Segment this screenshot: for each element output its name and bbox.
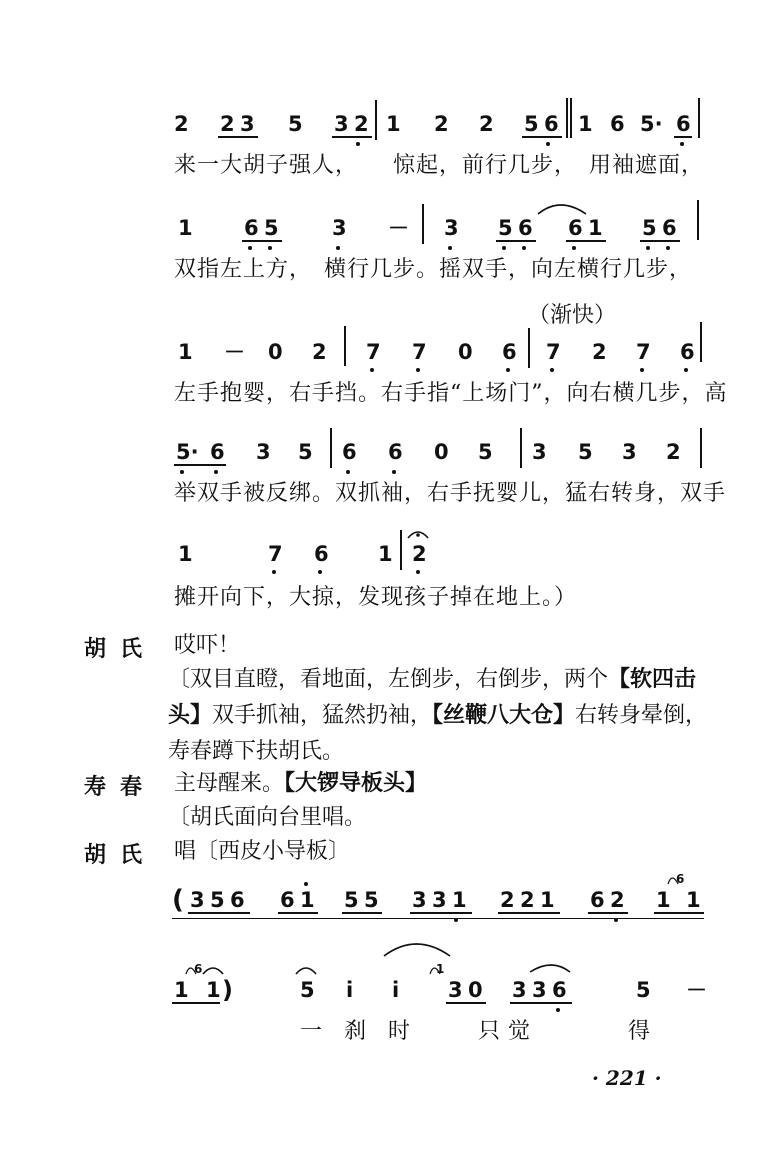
note: 2 [666,440,681,464]
note: 1 [178,216,193,240]
stage-direction: 寿春蹲下扶胡氏。 [168,739,345,764]
beam [332,136,372,138]
note: 6 [518,216,533,240]
low-dot [214,470,218,474]
bar-line [422,204,424,244]
note: 7 [636,340,651,364]
note: 2 [434,112,449,136]
low-dot [614,918,618,922]
note: 6 [610,112,625,136]
note: 2 [174,112,189,136]
beam [410,912,472,914]
low-dot [572,246,576,250]
beam [188,912,250,914]
low-dot [336,246,340,250]
beam [654,912,704,914]
note: 5 [578,440,593,464]
note: 2 [500,888,515,912]
low-dot [180,470,184,474]
note: 3 [444,216,459,240]
beam [218,136,258,138]
beam [446,1002,486,1004]
bracket-line [172,918,704,919]
lyric-line-2: 双指左上方， 横行几步。摇双手，向左横行几步， [174,257,693,282]
note: 1 [206,978,221,1002]
low-dot [666,246,670,250]
low-dot [416,368,420,372]
beam [640,240,680,242]
note: 0 [458,340,473,364]
beam [172,1002,220,1004]
fermata-dot [416,533,420,537]
note: 5 [642,216,657,240]
note: 6 [662,216,677,240]
paren: ) [222,976,233,1004]
lyric-char: 一 [300,1019,323,1044]
low-dot [346,470,350,474]
bar-line [570,98,572,138]
low-dot [454,918,458,922]
note: 5 [300,978,315,1002]
low-dot [448,246,452,250]
note: 5 [264,216,279,240]
note: 2 [520,888,535,912]
note: 6 [314,542,329,566]
tempo-mark: （渐快） [528,303,617,328]
note: 7 [546,340,561,364]
beam [496,240,536,242]
percussion-cue: 【大锣导板头】 [284,771,428,796]
low-dot [640,368,644,372]
low-dot [272,570,276,574]
note: 3 [512,978,527,1002]
note: 7 [412,340,427,364]
note: 0 [434,440,449,464]
low-dot [392,470,396,474]
note: 0 [468,978,483,1002]
note: 1 [378,542,393,566]
note: 5 [524,112,539,136]
lyric-line-1: 来一大胡子强人， 惊起，前行几步， 用袖遮面， [174,153,705,178]
note: 5 [498,216,513,240]
grace-note: 1 [436,962,445,976]
bar-line [344,326,346,366]
note: 3 [334,112,349,136]
page-number: · 221 · [592,1066,662,1090]
note: 3 [532,978,547,1002]
note: 5 [298,440,313,464]
fermata [408,532,428,538]
note: 6 [552,978,567,1002]
note: 1 [386,112,401,136]
note: 7 [366,340,381,364]
lyric-line-5: 摊开向下，大掠，发现孩子掉在地上。） [174,585,578,610]
bar-line [698,98,700,138]
bar-line [330,428,332,468]
fermata [296,968,316,974]
note: 3 [622,440,637,464]
beam [522,136,562,138]
paren: ( [172,885,184,915]
low-dot [684,368,688,372]
note: 5 [636,978,651,1002]
beam [242,240,282,242]
note: 3 [256,440,271,464]
low-dot [268,246,272,250]
stage-direction [168,702,707,730]
note: 5 [344,888,359,912]
note: 3 [190,888,205,912]
note: 3 [532,440,547,464]
note: 2 [312,340,327,364]
lyric-char: 觉 [508,1019,531,1044]
bar-line [375,100,377,140]
percussion-cue: 【丝鞭八大仓】 [432,703,576,728]
note: 6 [230,888,245,912]
note: 5 [210,888,225,912]
note: 6 [590,888,605,912]
lyric-line-4: 举双手被反绑。双抓袖，右手抚婴儿，猛右转身，双手 [174,481,727,506]
percussion-cue: 头】 [168,703,213,728]
note: 5· [176,440,199,464]
note: 1 [686,888,701,912]
note: 2 [610,888,625,912]
bar-line [697,200,699,240]
note: 6 [568,216,583,240]
note: 3 [240,112,255,136]
note: 6 [244,216,259,240]
slur [530,965,570,972]
percussion-cue: 【软四击 [608,667,697,692]
note: 3 [448,978,463,1002]
low-dot [646,246,650,250]
note: 1 [540,888,555,912]
note: 2 [412,542,427,566]
note: i [346,978,354,1002]
note: 1 [178,340,193,364]
low-dot [416,570,420,574]
bar-line [566,98,568,138]
note: 1 [588,216,603,240]
fermata [203,968,223,974]
note: － [388,216,409,240]
speaker-name: 寿春 [84,775,157,800]
note: 3 [412,888,427,912]
bar-line [700,428,702,468]
note: 6 [676,112,691,136]
note: 1 [300,888,315,912]
note: 1 [452,888,467,912]
dialogue-text [174,770,427,798]
high-dot [304,882,308,886]
low-dot [356,142,360,146]
note: 2 [479,112,494,136]
bar-line [528,328,530,368]
note: － [224,340,245,364]
dialogue-text: 哎吓！ [174,633,241,658]
note: 6 [280,888,295,912]
bar-line [520,428,522,468]
note: 1 [174,978,189,1002]
beam [588,912,628,914]
note: 1 [178,542,193,566]
slur [538,205,586,214]
stage-text: 右转身晕倒， [575,703,708,728]
note: 3 [332,216,347,240]
slur [384,944,450,956]
note: 6 [388,440,403,464]
note: 5 [478,440,493,464]
spoken-text: 主母醒来。 [174,771,285,796]
low-dot [680,142,684,146]
note: 2 [220,112,235,136]
note: 1 [656,888,671,912]
beam [674,136,692,138]
beam [510,1002,572,1004]
beam [342,912,382,914]
beam [566,240,606,242]
stage-text: 〔双目直瞪，看地面，左倒步，右倒步，两个 [168,667,609,692]
note: 6 [544,112,559,136]
beam [498,912,560,914]
lyric-char: 时 [388,1019,411,1044]
speaker-name: 胡氏 [84,637,157,662]
low-dot [506,368,510,372]
low-dot [370,368,374,372]
note: 7 [268,542,283,566]
low-dot [318,570,322,574]
low-dot [248,246,252,250]
bar-line [400,530,402,570]
dialogue-text: 唱〔西皮小导板〕 [174,839,351,864]
lyric-char: 只 [478,1019,501,1044]
note: 5· [640,112,663,136]
note: 6 [210,440,225,464]
lyric-char: 得 [628,1019,651,1044]
note: 6 [680,340,695,364]
note: 0 [268,340,283,364]
note: 6 [502,340,517,364]
note: 2 [354,112,369,136]
note: 3 [432,888,447,912]
lyric-line-3: 左手抱婴，右手挡。右手指“上场门”，向右横几步，高 [174,381,728,406]
note: i [392,978,400,1002]
lyric-char: 刹 [344,1019,367,1044]
note: 5 [288,112,303,136]
beam [174,464,226,466]
stage-direction [168,666,696,694]
note: － [686,978,707,1002]
low-dot [546,142,550,146]
stage-direction: 〔胡氏面向台里唱。 [168,805,367,830]
bar-line [700,322,702,362]
grace-note: 6 [194,962,203,976]
note: 1 [578,112,593,136]
note: 6 [342,440,357,464]
low-dot [556,1008,560,1012]
low-dot [550,368,554,372]
stage-text: 双手抓袖，猛然扔袖， [212,703,433,728]
speaker-name: 胡氏 [84,843,157,868]
low-dot [502,246,506,250]
beam [278,912,318,914]
note: 2 [592,340,607,364]
grace-note: 6 [676,872,685,886]
note: 5 [364,888,379,912]
low-dot [522,246,526,250]
